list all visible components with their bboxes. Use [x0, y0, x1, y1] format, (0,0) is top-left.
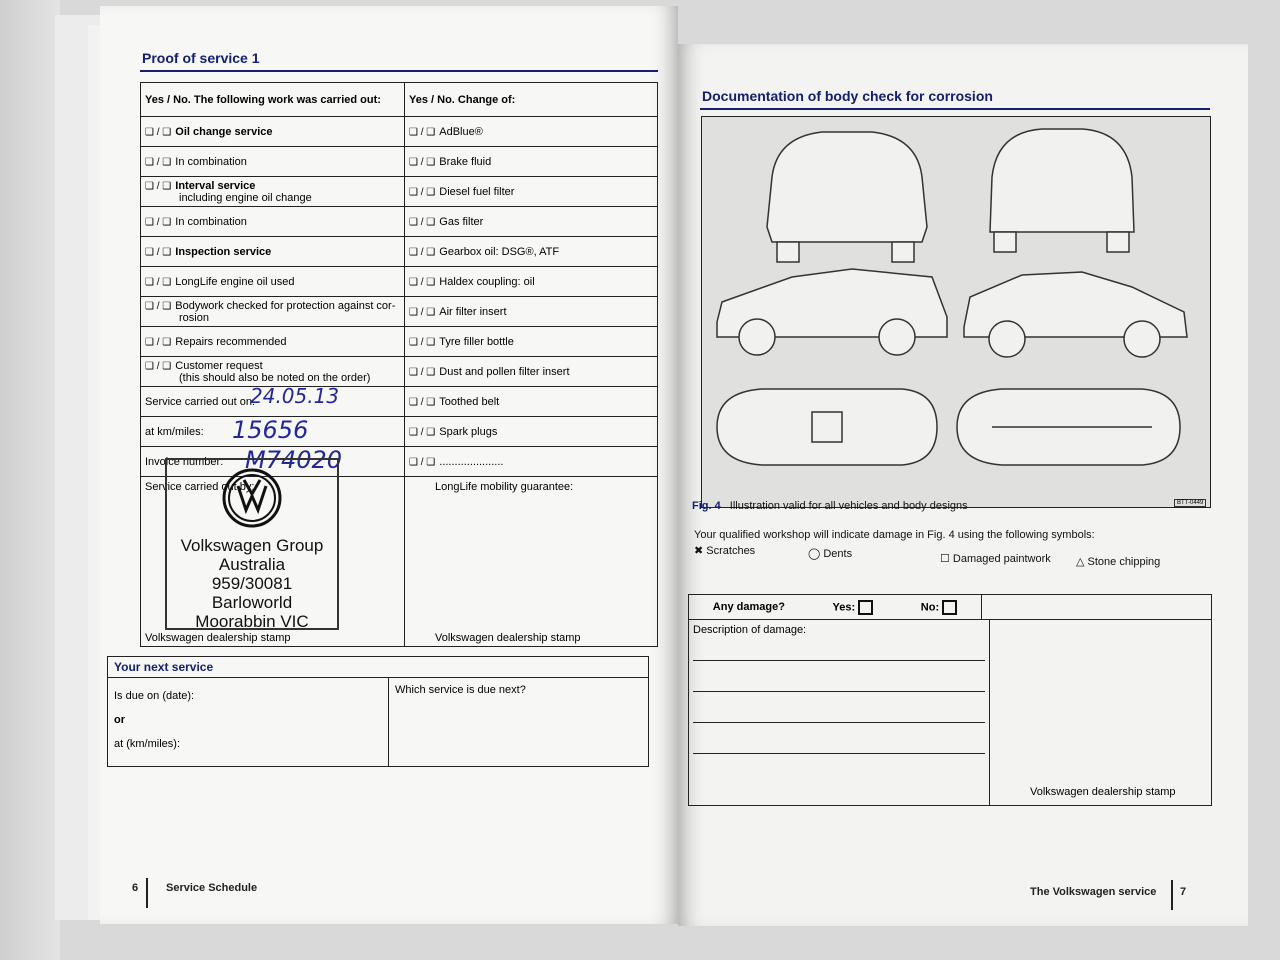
- row-left-label: Inspection service: [175, 245, 272, 258]
- checkbox[interactable]: ❑ / ❑: [145, 336, 172, 348]
- description-label: Description of damage:: [693, 624, 807, 636]
- stamp-line: Volkswagen Group: [180, 536, 324, 555]
- row-right-label: Air filter insert: [439, 305, 507, 318]
- checkbox[interactable]: ❑ / ❑: [145, 300, 172, 312]
- checkbox[interactable]: ❑ / ❑: [409, 276, 436, 288]
- row-left-cell: [141, 297, 405, 327]
- table-row: [141, 327, 658, 357]
- row-right-label: Dust and pollen filter insert: [439, 365, 570, 378]
- table-row: [141, 117, 658, 147]
- checkbox[interactable]: ❑ / ❑: [145, 156, 172, 168]
- row-left-sub: including engine oil change: [179, 191, 312, 204]
- row-left-cell: [141, 177, 405, 207]
- km-label: at km/miles:: [145, 425, 204, 438]
- row-right-cell: [405, 207, 658, 237]
- right-extra-2: [405, 447, 658, 477]
- checkbox[interactable]: ❑ / ❑: [145, 360, 172, 372]
- footer-divider: [146, 878, 148, 908]
- checkbox[interactable]: ❑ / ❑: [409, 246, 436, 258]
- symbol-scratches: ✖ Scratches: [694, 545, 756, 557]
- handwritten-km: 15656: [232, 416, 309, 444]
- stamp-line: Australia: [218, 555, 286, 574]
- table-row: [141, 267, 658, 297]
- line: [693, 636, 985, 661]
- row-right-label: AdBlue®: [439, 125, 483, 138]
- yes-label: Yes:: [833, 600, 874, 615]
- table-row: [141, 297, 658, 327]
- line: [693, 723, 985, 754]
- checkbox[interactable]: ❑ / ❑: [409, 426, 436, 438]
- carried-out-label: Service carried out by:: [145, 481, 255, 493]
- row-left-label: Customer request: [175, 359, 263, 372]
- row-right-label: Haldex coupling: oil: [439, 275, 535, 288]
- table-row: [141, 357, 658, 387]
- left-page: [100, 6, 678, 924]
- symbol-paintwork: ☐ Damaged paintwork: [940, 553, 1051, 565]
- footer-section: Service Schedule: [166, 882, 258, 894]
- checkbox[interactable]: ❑ / ❑: [409, 306, 436, 318]
- page-title: Proof of service 1: [142, 50, 260, 66]
- figure-caption: [692, 500, 968, 512]
- car-outlines-icon: [702, 117, 1210, 507]
- row-right-cell: [405, 327, 658, 357]
- fig-caption-text: Illustration valid for all vehicles and body designs: [729, 500, 968, 512]
- row-left-label: In combination: [175, 215, 247, 228]
- row-right-cell: [405, 357, 658, 387]
- row-right-cell: [405, 147, 658, 177]
- yes-checkbox[interactable]: [858, 600, 873, 615]
- invoice-label: Invoice number:: [145, 455, 224, 468]
- handwritten-date: 24.05.13: [250, 384, 340, 408]
- row-right-cell: [405, 297, 658, 327]
- checkbox[interactable]: ❑ / ❑: [409, 336, 436, 348]
- checkbox[interactable]: ❑ / ❑: [409, 156, 436, 168]
- symbol-stone-chipping: △ Stone chipping: [1076, 556, 1161, 568]
- checkbox[interactable]: ❑ / ❑: [145, 246, 172, 258]
- checkbox[interactable]: ❑ / ❑: [409, 216, 436, 228]
- fig-code: BTT-0449: [1174, 499, 1206, 507]
- line: [693, 692, 985, 723]
- no-label: No:: [921, 600, 957, 615]
- due-date-label: Is due on (date):: [114, 690, 195, 702]
- row-left-cell: [141, 267, 405, 297]
- blank-line: .....................: [439, 455, 504, 468]
- row-left-label: LongLife engine oil used: [175, 275, 295, 288]
- spark-plugs-label: Spark plugs: [439, 425, 498, 438]
- car-diagram: [701, 116, 1211, 508]
- footer-page-number: 6: [132, 882, 139, 894]
- symbol-dents: ◯ Dents: [808, 548, 853, 560]
- row-left-label: Bodywork checked for protection against cor-: [175, 299, 396, 312]
- background-left: [0, 0, 60, 960]
- stamp-caption: Volkswagen dealership stamp: [145, 632, 291, 644]
- stamp-line: Moorabbin VIC: [195, 612, 309, 631]
- right-extra-1: [405, 417, 658, 447]
- next-service-box: [107, 656, 649, 767]
- table-row: [141, 177, 658, 207]
- longlife-cell: [405, 477, 658, 647]
- title-rule: [140, 70, 658, 72]
- stamp-caption-right-page: Volkswagen dealership stamp: [1030, 786, 1176, 798]
- fig-label: Fig. 4: [692, 500, 721, 512]
- checkbox[interactable]: ❑ / ❑: [409, 126, 436, 138]
- row-right-label: Brake fluid: [439, 155, 492, 168]
- col1-header: Yes / No. The following work was carried out:: [141, 83, 405, 117]
- row-right-cell: [405, 237, 658, 267]
- stamp-line: 959/30081: [211, 574, 293, 593]
- next-service-title: Your next service: [108, 657, 648, 678]
- checkbox[interactable]: ❑ / ❑: [145, 126, 172, 138]
- row-right-label: Gas filter: [439, 215, 484, 228]
- checkbox[interactable]: ❑ / ❑: [409, 396, 436, 408]
- row-right-label: Gearbox oil: DSG®, ATF: [439, 245, 560, 258]
- table-row: [141, 207, 658, 237]
- row-left-label: Repairs recommended: [175, 335, 287, 348]
- vw-logo-icon: [222, 468, 282, 528]
- row-left-sub: rosion: [179, 311, 209, 324]
- row-right-cell: [405, 177, 658, 207]
- checkbox[interactable]: ❑ / ❑: [409, 186, 436, 198]
- col2-header: Yes / No. Change of:: [405, 83, 658, 117]
- table-row: [141, 147, 658, 177]
- footer-divider-right: [1171, 880, 1173, 910]
- footer-page-number-right: 7: [1180, 886, 1187, 898]
- row-left-cell: [141, 207, 405, 237]
- title-rule-right: [700, 108, 1210, 110]
- row-left-label: Oil change service: [175, 125, 273, 138]
- no-checkbox[interactable]: [942, 600, 957, 615]
- any-damage-label: Any damage?: [712, 601, 785, 613]
- row-left-label: In combination: [175, 155, 247, 168]
- page-title-right: Documentation of body check for corrosion: [702, 88, 993, 104]
- row-left-label: Interval service: [175, 179, 256, 192]
- row-right-label: Diesel fuel filter: [439, 185, 515, 198]
- checkbox[interactable]: ❑ / ❑: [145, 180, 172, 192]
- description-area[interactable]: [689, 620, 990, 806]
- or-label: or: [114, 714, 125, 726]
- row-left-cell: [141, 357, 405, 387]
- checkbox[interactable]: ❑ / ❑: [409, 456, 436, 468]
- row-right-label: Tyre filler bottle: [439, 335, 514, 348]
- symbols-intro: Your qualified workshop will indicate damage in Fig. 4 using the following symbols:: [694, 529, 1095, 541]
- which-service-label: Which service is due next?: [395, 684, 526, 696]
- row-right-cell: [405, 267, 658, 297]
- row-left-cell: [141, 147, 405, 177]
- right-extra-0: [405, 387, 658, 417]
- footer-section-right: The Volkswagen service: [1030, 886, 1157, 898]
- toothed-belt-label: Toothed belt: [439, 395, 500, 408]
- row-left-cell: [141, 327, 405, 357]
- row-left-cell: [141, 117, 405, 147]
- checkbox[interactable]: ❑ / ❑: [145, 276, 172, 288]
- damage-box: [688, 594, 1212, 806]
- table-row: [141, 237, 658, 267]
- stamp-text: [167, 536, 337, 631]
- service-date-label: Service carried out on:: [145, 395, 256, 408]
- stamp-line: Barloworld: [211, 593, 293, 612]
- dealer-stamp: [165, 458, 339, 630]
- handwritten-invoice: M74020: [245, 446, 343, 474]
- at-km-label: at (km/miles):: [114, 738, 180, 750]
- line: [693, 661, 985, 692]
- checkbox[interactable]: ❑ / ❑: [409, 366, 436, 378]
- row-right-cell: [405, 117, 658, 147]
- stamp-caption-right: Volkswagen dealership stamp: [435, 632, 581, 644]
- row-left-sub: (this should also be noted on the order): [179, 371, 371, 384]
- row-left-cell: [141, 237, 405, 267]
- checkbox[interactable]: ❑ / ❑: [145, 216, 172, 228]
- right-page: [678, 44, 1248, 926]
- longlife-label: LongLife mobility guarantee:: [435, 481, 574, 493]
